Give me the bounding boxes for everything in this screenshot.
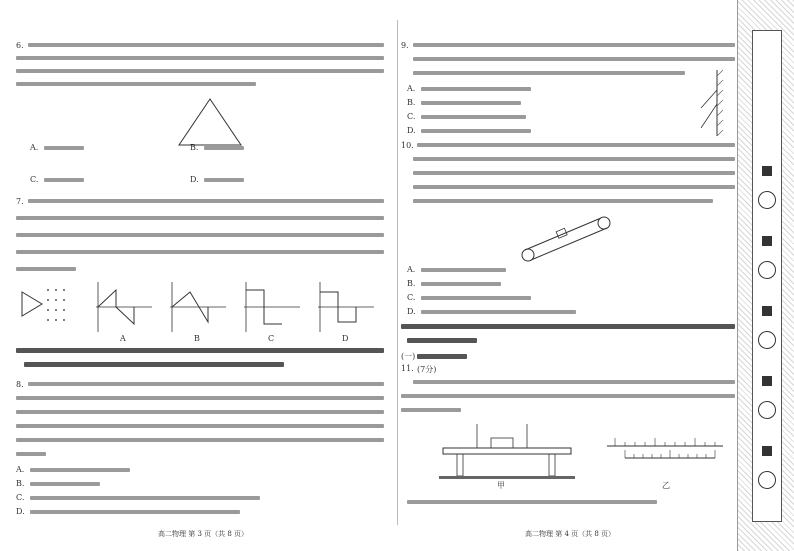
question-6-text [16,82,256,86]
q9-option-d: D. [407,126,416,135]
q6-option-d: D. [190,175,199,184]
question-8-text [16,424,384,428]
question-8-text [16,410,384,414]
graph-d [314,280,376,335]
section-three-heading [401,324,735,329]
question-7-text [16,250,384,254]
question-8-text [28,382,384,386]
q6-option-b-text [204,146,244,150]
q7-option-b: B [194,334,200,343]
seal-line-strip [752,30,782,522]
question-number-10: 10. [401,141,414,150]
question-9-text [413,43,735,47]
q9-option-d-text [421,129,531,133]
seal-text-block [762,166,772,176]
question-7-text [16,233,384,237]
q7-option-c: C [268,334,275,343]
graph-c [240,280,302,335]
q10-option-a-text [421,268,506,272]
q10-option-a: A. [407,265,416,274]
seal-circle-mark [758,191,776,209]
right-page [397,0,737,551]
q10-option-b: B. [407,279,416,288]
question-8-text [16,438,384,442]
question-10-text [413,171,735,175]
seal-text-block [762,306,772,316]
q10-option-d: D. [407,307,416,316]
magnetic-field-diagram [20,282,70,332]
question-10-text [413,185,735,189]
q8-option-b-text [30,482,100,486]
subsection-heading [417,354,467,359]
wall-arrow-diagram [697,68,733,138]
q8-option-a-text [30,468,130,472]
seal-circle-mark [758,401,776,419]
caliper-label: 乙 [662,481,670,490]
section-three-heading [407,338,477,343]
q10-option-c: C. [407,293,416,302]
q6-option-a: A. [30,143,39,152]
vernier-caliper [605,432,725,472]
question-9-text [413,57,735,61]
question-11-text [413,380,735,384]
page-footer: 高二物理 第 4 页（共 8 页） [525,530,616,538]
graph-a [92,280,154,335]
q6-option-b: B. [190,143,199,152]
q6-option-c-text [44,178,84,182]
question-11-part-1 [407,500,657,504]
q6-option-d-text [204,178,244,182]
q9-option-a: A. [407,84,416,93]
q8-option-d: D. [16,507,25,516]
section-two-heading [16,348,384,353]
q8-option-c-text [30,496,260,500]
question-6-text [28,43,384,47]
question-8-text [16,452,46,456]
question-10-text [417,143,735,147]
page-footer: 高二物理 第 3 页（共 8 页） [158,530,249,538]
q7-option-d: D [342,334,349,343]
question-number-7: 7. [16,197,24,206]
seal-text-block [762,446,772,456]
q6-option-a-text [44,146,84,150]
q7-option-a: A [120,334,126,343]
q10-option-d-text [421,310,576,314]
q8-option-a: A. [16,465,25,474]
q8-option-d-text [30,510,240,514]
seal-text-block [762,376,772,386]
seal-circle-mark [758,471,776,489]
section-two-heading [24,362,284,367]
q10-option-c-text [421,296,531,300]
q9-option-b: B. [407,98,416,107]
q8-option-b: B. [16,479,25,488]
apparatus-label: 甲 [497,481,505,490]
question-number-11: 11. [401,364,414,373]
question-10-text [413,157,735,161]
q9-option-a-text [421,87,531,91]
question-7-text [16,267,76,271]
subsection-label: (一) [401,352,416,361]
binding-gutter [737,0,794,551]
question-number-6: 6. [16,41,24,50]
q8-option-c: C. [16,493,25,502]
conveyor-belt-diagram [517,210,617,265]
question-11-text [401,408,461,412]
question-11-text [401,394,735,398]
air-track-apparatus [437,420,577,480]
seal-circle-mark [758,261,776,279]
graph-b [166,280,228,335]
q9-option-c-text [421,115,526,119]
question-10-text [413,199,713,203]
question-7-text [16,216,384,220]
question-6-text [16,69,384,73]
question-8-text [16,396,384,400]
seal-text-block [762,236,772,246]
q11-score-label: (7分) [417,365,437,374]
question-number-9: 9. [401,41,409,50]
triangle-diagram [175,95,245,150]
seal-circle-mark [758,331,776,349]
question-9-text [413,71,685,75]
question-7-text [28,199,384,203]
q10-option-b-text [421,282,501,286]
q6-option-c: C. [30,175,39,184]
q9-option-c: C. [407,112,416,121]
q9-option-b-text [421,101,521,105]
question-6-text [16,56,384,60]
question-number-8: 8. [16,380,24,389]
